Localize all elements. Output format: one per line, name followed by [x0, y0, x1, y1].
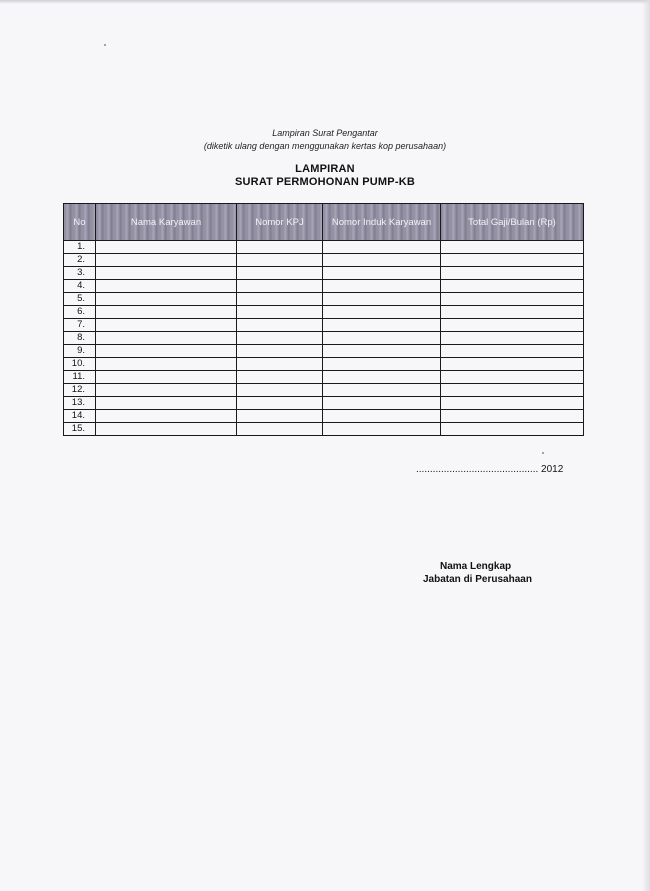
- cell-nama: [96, 293, 237, 306]
- cell-kpj: [237, 293, 323, 306]
- table-row: [64, 358, 584, 371]
- cell-no: 6.: [64, 306, 96, 319]
- cell-kpj: [237, 254, 323, 267]
- document-title: LAMPIRAN: [295, 163, 355, 175]
- cell-gaji: [441, 397, 584, 410]
- cell-kpj: [237, 384, 323, 397]
- subtitle-line-1: Lampiran Surat Pengantar: [272, 128, 378, 138]
- cell-gaji: [441, 241, 584, 254]
- cell-no: 1.: [64, 241, 96, 254]
- cell-gaji: [441, 423, 584, 436]
- cell-no: 13.: [64, 397, 96, 410]
- cell-nik: [323, 371, 441, 384]
- cell-nik: [323, 397, 441, 410]
- cell-nama: [96, 332, 237, 345]
- cell-nama: [96, 319, 237, 332]
- table-row: [64, 319, 584, 332]
- cell-gaji: [441, 410, 584, 423]
- cell-nama: [96, 423, 237, 436]
- cell-kpj: [237, 241, 323, 254]
- table-row: [64, 384, 584, 397]
- subtitle-line-2: (diketik ulang dengan menggunakan kertas kop perusahaan): [203, 141, 447, 151]
- table-body: [64, 241, 584, 436]
- cell-nama: [96, 397, 237, 410]
- cell-gaji: [441, 332, 584, 345]
- cell-nik: [323, 358, 441, 371]
- cell-kpj: [237, 332, 323, 345]
- cell-kpj: [237, 371, 323, 384]
- cell-no: 10.: [64, 358, 96, 371]
- cell-nama: [96, 384, 237, 397]
- cell-no: 3.: [64, 267, 96, 280]
- cell-kpj: [237, 410, 323, 423]
- column-header-nama: Nama Karyawan: [96, 204, 237, 241]
- column-header-gaji: [441, 204, 584, 241]
- cell-kpj: [237, 397, 323, 410]
- cell-nama: [96, 241, 237, 254]
- table-row: [64, 241, 584, 254]
- cell-kpj: [237, 267, 323, 280]
- cell-nik: [323, 423, 441, 436]
- scan-top-edge: [0, 0, 650, 4]
- cell-nik: [323, 306, 441, 319]
- cell-no: 4.: [64, 280, 96, 293]
- cell-nik: [323, 345, 441, 358]
- cell-gaji: [441, 293, 584, 306]
- cell-no: 14.: [64, 410, 96, 423]
- cell-kpj: [237, 306, 323, 319]
- column-header-nik: Nomor Induk Karyawan: [323, 204, 441, 241]
- table-row: [64, 280, 584, 293]
- cell-no: 11.: [64, 371, 96, 384]
- cell-gaji: [441, 345, 584, 358]
- cell-gaji: [441, 254, 584, 267]
- cell-no: 7.: [64, 319, 96, 332]
- cell-nik: [323, 280, 441, 293]
- column-header-kpj: Nomor KPJ: [237, 204, 323, 241]
- cell-gaji: [441, 371, 584, 384]
- cell-nik: [323, 241, 441, 254]
- table-row: [64, 254, 584, 267]
- table-row: [64, 306, 584, 319]
- scan-speck: [542, 452, 544, 454]
- cell-nik: [323, 332, 441, 345]
- cell-nama: [96, 267, 237, 280]
- cell-nama: [96, 280, 237, 293]
- cell-gaji: [441, 384, 584, 397]
- document-subtitle: SURAT PERMOHONAN PUMP-KB: [235, 176, 415, 188]
- column-header-no: No: [64, 204, 96, 241]
- cell-nik: [323, 384, 441, 397]
- cell-kpj: [237, 423, 323, 436]
- cell-kpj: [237, 280, 323, 293]
- cell-no: 12.: [64, 384, 96, 397]
- cell-nik: [323, 254, 441, 267]
- cell-no: 8.: [64, 332, 96, 345]
- cell-no: 9.: [64, 345, 96, 358]
- table-row: [64, 410, 584, 423]
- cell-kpj: [237, 319, 323, 332]
- cell-gaji: [441, 319, 584, 332]
- cell-kpj: [237, 345, 323, 358]
- cell-nik: [323, 267, 441, 280]
- cell-gaji: [441, 358, 584, 371]
- cell-nama: [96, 345, 237, 358]
- signature-name: Nama Lengkap: [440, 561, 512, 572]
- cell-nama: [96, 371, 237, 384]
- employee-table: [63, 203, 584, 436]
- cell-gaji: [441, 306, 584, 319]
- cell-nama: [96, 306, 237, 319]
- table-header-row: [64, 204, 584, 241]
- cell-nik: [323, 319, 441, 332]
- table-row: [64, 293, 584, 306]
- signature-position: Jabatan di Perusahaan: [423, 574, 532, 585]
- table-row: [64, 371, 584, 384]
- cell-nama: [96, 358, 237, 371]
- cell-nik: [323, 293, 441, 306]
- scan-speck: [104, 44, 106, 46]
- table-row: [64, 332, 584, 345]
- column-header-gaji-label: Total Gaji/Bulan (Rp): [468, 216, 556, 228]
- cell-gaji: [441, 280, 584, 293]
- cell-no: 5.: [64, 293, 96, 306]
- cell-kpj: [237, 358, 323, 371]
- table-row: [64, 397, 584, 410]
- cell-gaji: [441, 267, 584, 280]
- cell-no: 15.: [64, 423, 96, 436]
- table-row: [64, 345, 584, 358]
- cell-nama: [96, 410, 237, 423]
- table-row: [64, 423, 584, 436]
- table-row: [64, 267, 584, 280]
- cell-no: 2.: [64, 254, 96, 267]
- cell-nik: [323, 410, 441, 423]
- cell-nama: [96, 254, 237, 267]
- date-line: ............................................ 2012: [416, 464, 564, 475]
